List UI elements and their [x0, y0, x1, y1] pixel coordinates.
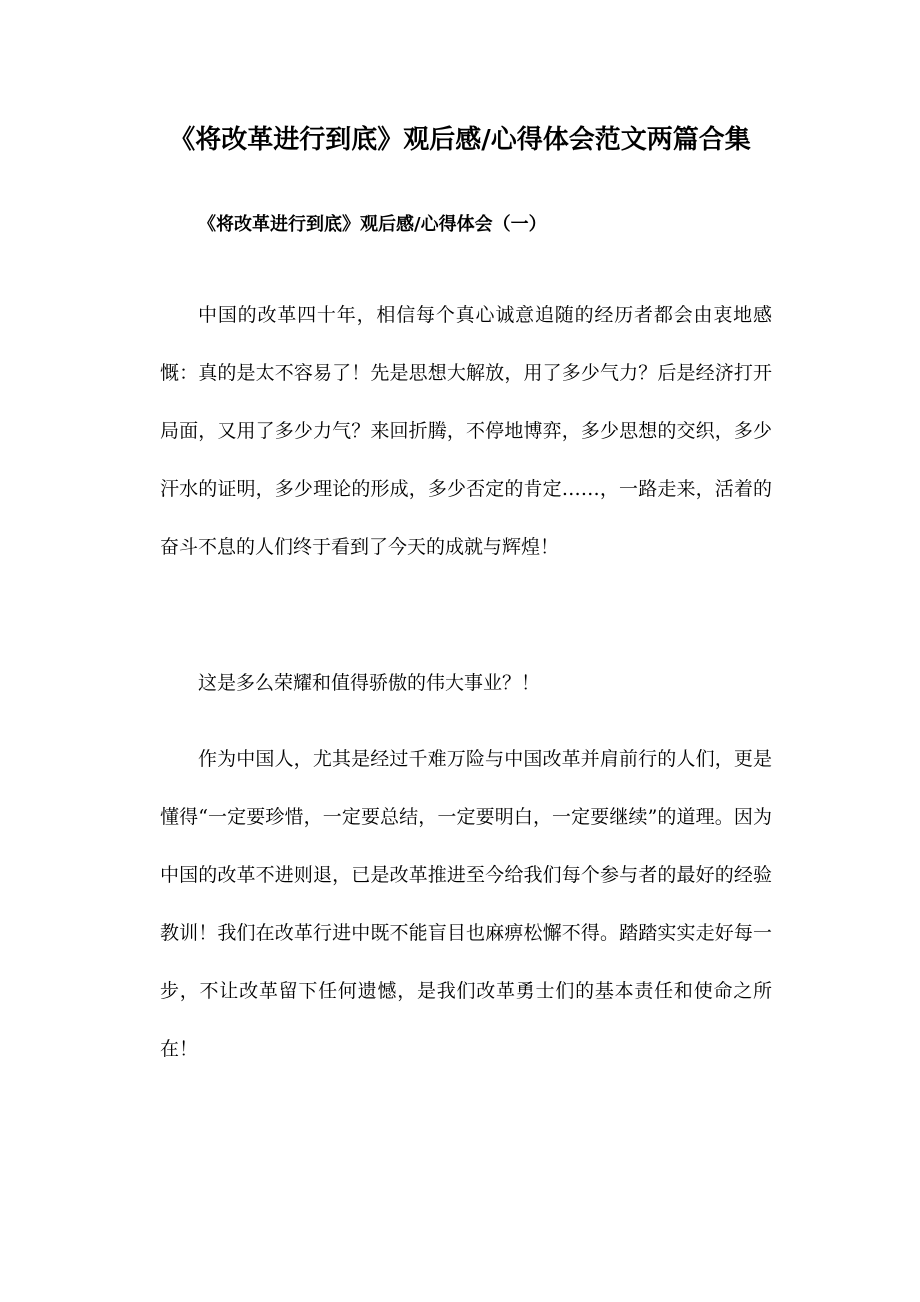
paragraph-2: 这是多么荣耀和值得骄傲的伟大事业？！: [198, 672, 541, 694]
document-title: 《将改革进行到底》观后感/心得体会范文两篇合集: [169, 125, 751, 155]
paragraph-3: 作为中国人，尤其是经过千难万险与中国改革并肩前行的人们，更是懂得“一定要珍惜，一定要总结，一定要明白，一定要继续”的道理。因为中国的改革不进则退，已是改革推进至今给我们每个参与者的最好的经验教训！我们在改革行进中既不能盲目也麻痹松懈不得。踏踏实实走好每一步，不让改革留下任何遗憾，是我们改革勇士们的基本责任和使命之所在！: [160, 748, 772, 1060]
section-subtitle: 《将改革进行到底》观后感/心得体会（一）: [198, 214, 547, 235]
paragraph-1: 中国的改革四十年，相信每个真心诚意追随的经历者都会由衷地感慨：真的是太不容易了！先是思想大解放，用了多少气力？后是经济打开局面，又用了多少力气？来回折腾，不停地博弈，多少思想的交织，多少汗水的证明，多少理论的形成，多少否定的肯定……，一路走来，活着的奋斗不息的人们终于看到了今天的成就与辉煌！: [160, 304, 772, 558]
